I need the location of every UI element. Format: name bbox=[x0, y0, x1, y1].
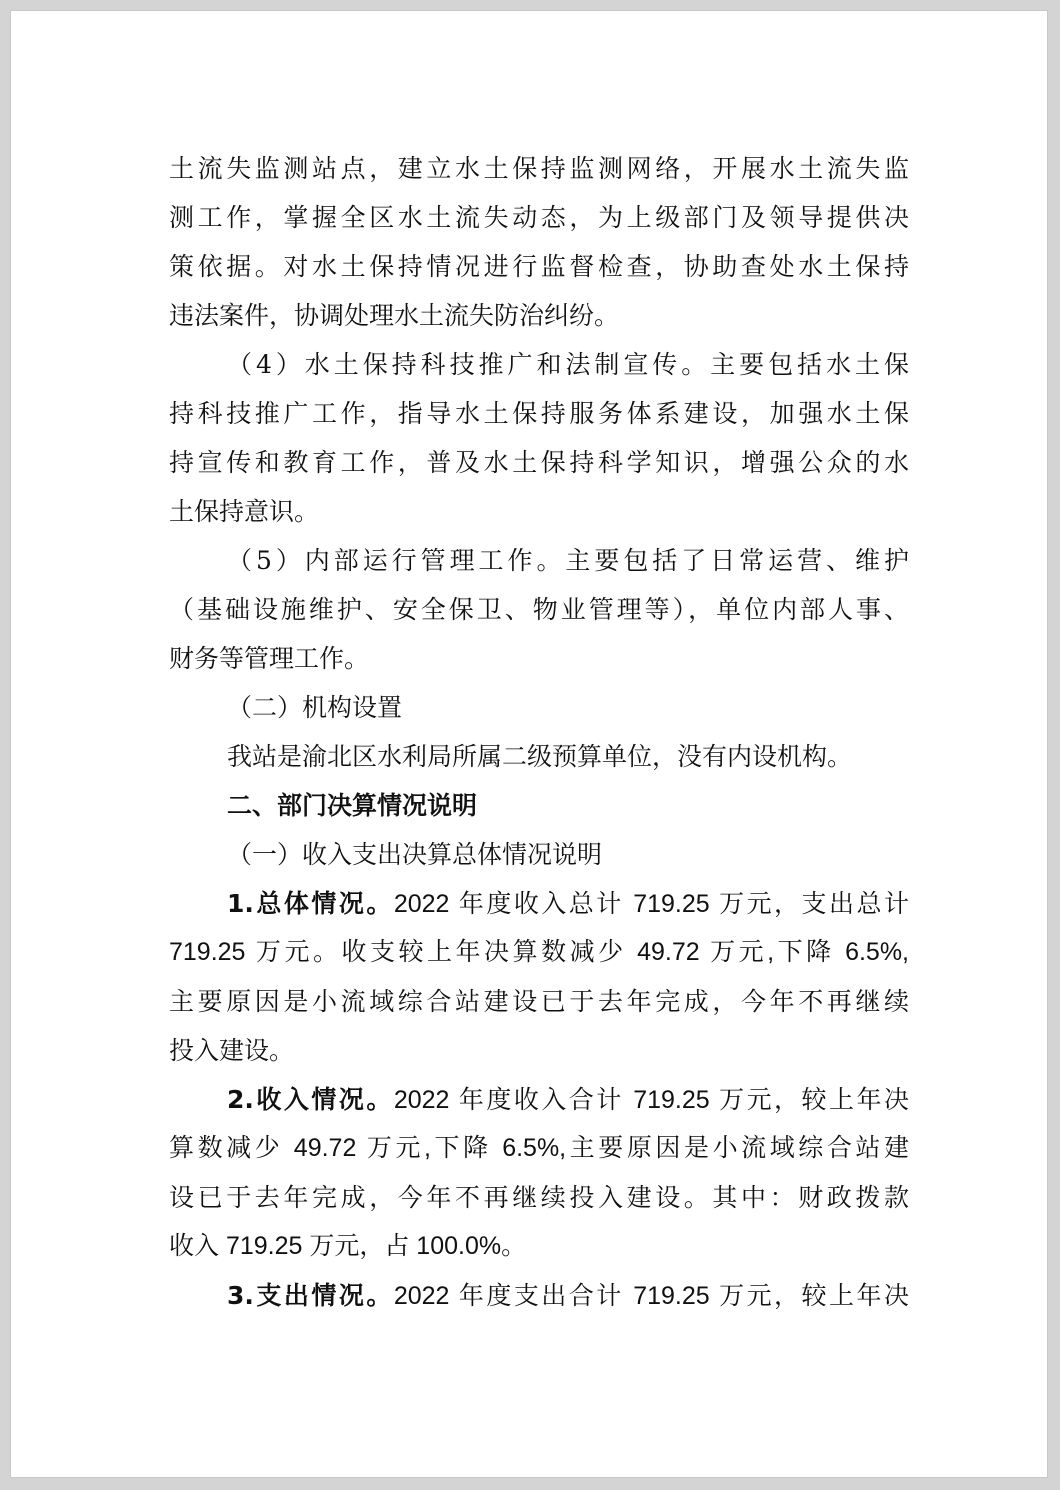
paragraph-line: 719.25 万元。收支较上年决算数减少 49.72 万元,下降 6.5%, bbox=[169, 938, 909, 966]
paragraph-line: （基础设施维护、安全保卫、物业管理等），单位内部人事、 bbox=[169, 595, 909, 624]
overall-heading: 1.总体情况。 bbox=[227, 889, 394, 918]
paragraph-line: 我站是渝北区水利局所属二级预算单位，没有内设机构。 bbox=[227, 742, 853, 771]
paragraph-line: 主要原因是小流域综合站建设已于去年完成，今年不再继续 bbox=[169, 987, 909, 1016]
paragraph-line bbox=[169, 1075, 909, 1124]
paragraph-line: 持科技推广工作，指导水土保持服务体系建设，加强水土保 bbox=[169, 399, 909, 428]
section-heading: （二）机构设置 bbox=[227, 693, 403, 722]
paragraph-line bbox=[169, 879, 909, 928]
paragraph-line: （5）内部运行管理工作。主要包括了日常运营、维护 bbox=[227, 546, 909, 575]
income-heading: 2.收入情况。 bbox=[227, 1085, 394, 1114]
document-page bbox=[10, 10, 1048, 1478]
expense-heading: 3.支出情况。 bbox=[227, 1281, 394, 1310]
paragraph-line: 收入 719.25 万元，占 100.0%。 bbox=[169, 1232, 527, 1260]
income-text: 2022 年度收入合计 719.25 万元，较上年决 bbox=[393, 1086, 909, 1114]
paragraph-line: （4）水土保持科技推广和法制宣传。主要包括水土保 bbox=[227, 350, 909, 379]
paragraph-line: 策依据。对水土保持情况进行监督检查，协助查处水土保持 bbox=[169, 252, 909, 281]
paragraph-line: 财务等管理工作。 bbox=[169, 644, 370, 673]
paragraph-line: 算数减少 49.72 万元,下降 6.5%,主要原因是小流域综合站建 bbox=[169, 1134, 909, 1162]
paragraph-line: 测工作，掌握全区水土流失动态，为上级部门及领导提供决 bbox=[169, 203, 909, 232]
paragraph-line: 持宣传和教育工作，普及水土保持科学知识，增强公众的水 bbox=[169, 448, 909, 477]
paragraph-line: 土流失监测站点，建立水土保持监测网络，开展水土流失监 bbox=[169, 154, 909, 183]
chapter-heading: 二、部门决算情况说明 bbox=[227, 791, 478, 820]
paragraph-line: 违法案件，协调处理水土流失防治纠纷。 bbox=[169, 301, 620, 330]
paragraph-line: 土保持意识。 bbox=[169, 497, 320, 526]
paragraph-line bbox=[169, 1271, 909, 1320]
expense-text: 2022 年度支出合计 719.25 万元，较上年决 bbox=[393, 1282, 909, 1310]
paragraph-line: 投入建设。 bbox=[169, 1036, 295, 1065]
section-heading: （一）收入支出决算总体情况说明 bbox=[227, 840, 603, 869]
document-body bbox=[169, 144, 909, 1320]
paragraph-line: 设已于去年完成，今年不再继续投入建设。其中：财政拨款 bbox=[169, 1183, 909, 1212]
overall-text: 2022 年度收入总计 719.25 万元，支出总计 bbox=[393, 890, 909, 918]
